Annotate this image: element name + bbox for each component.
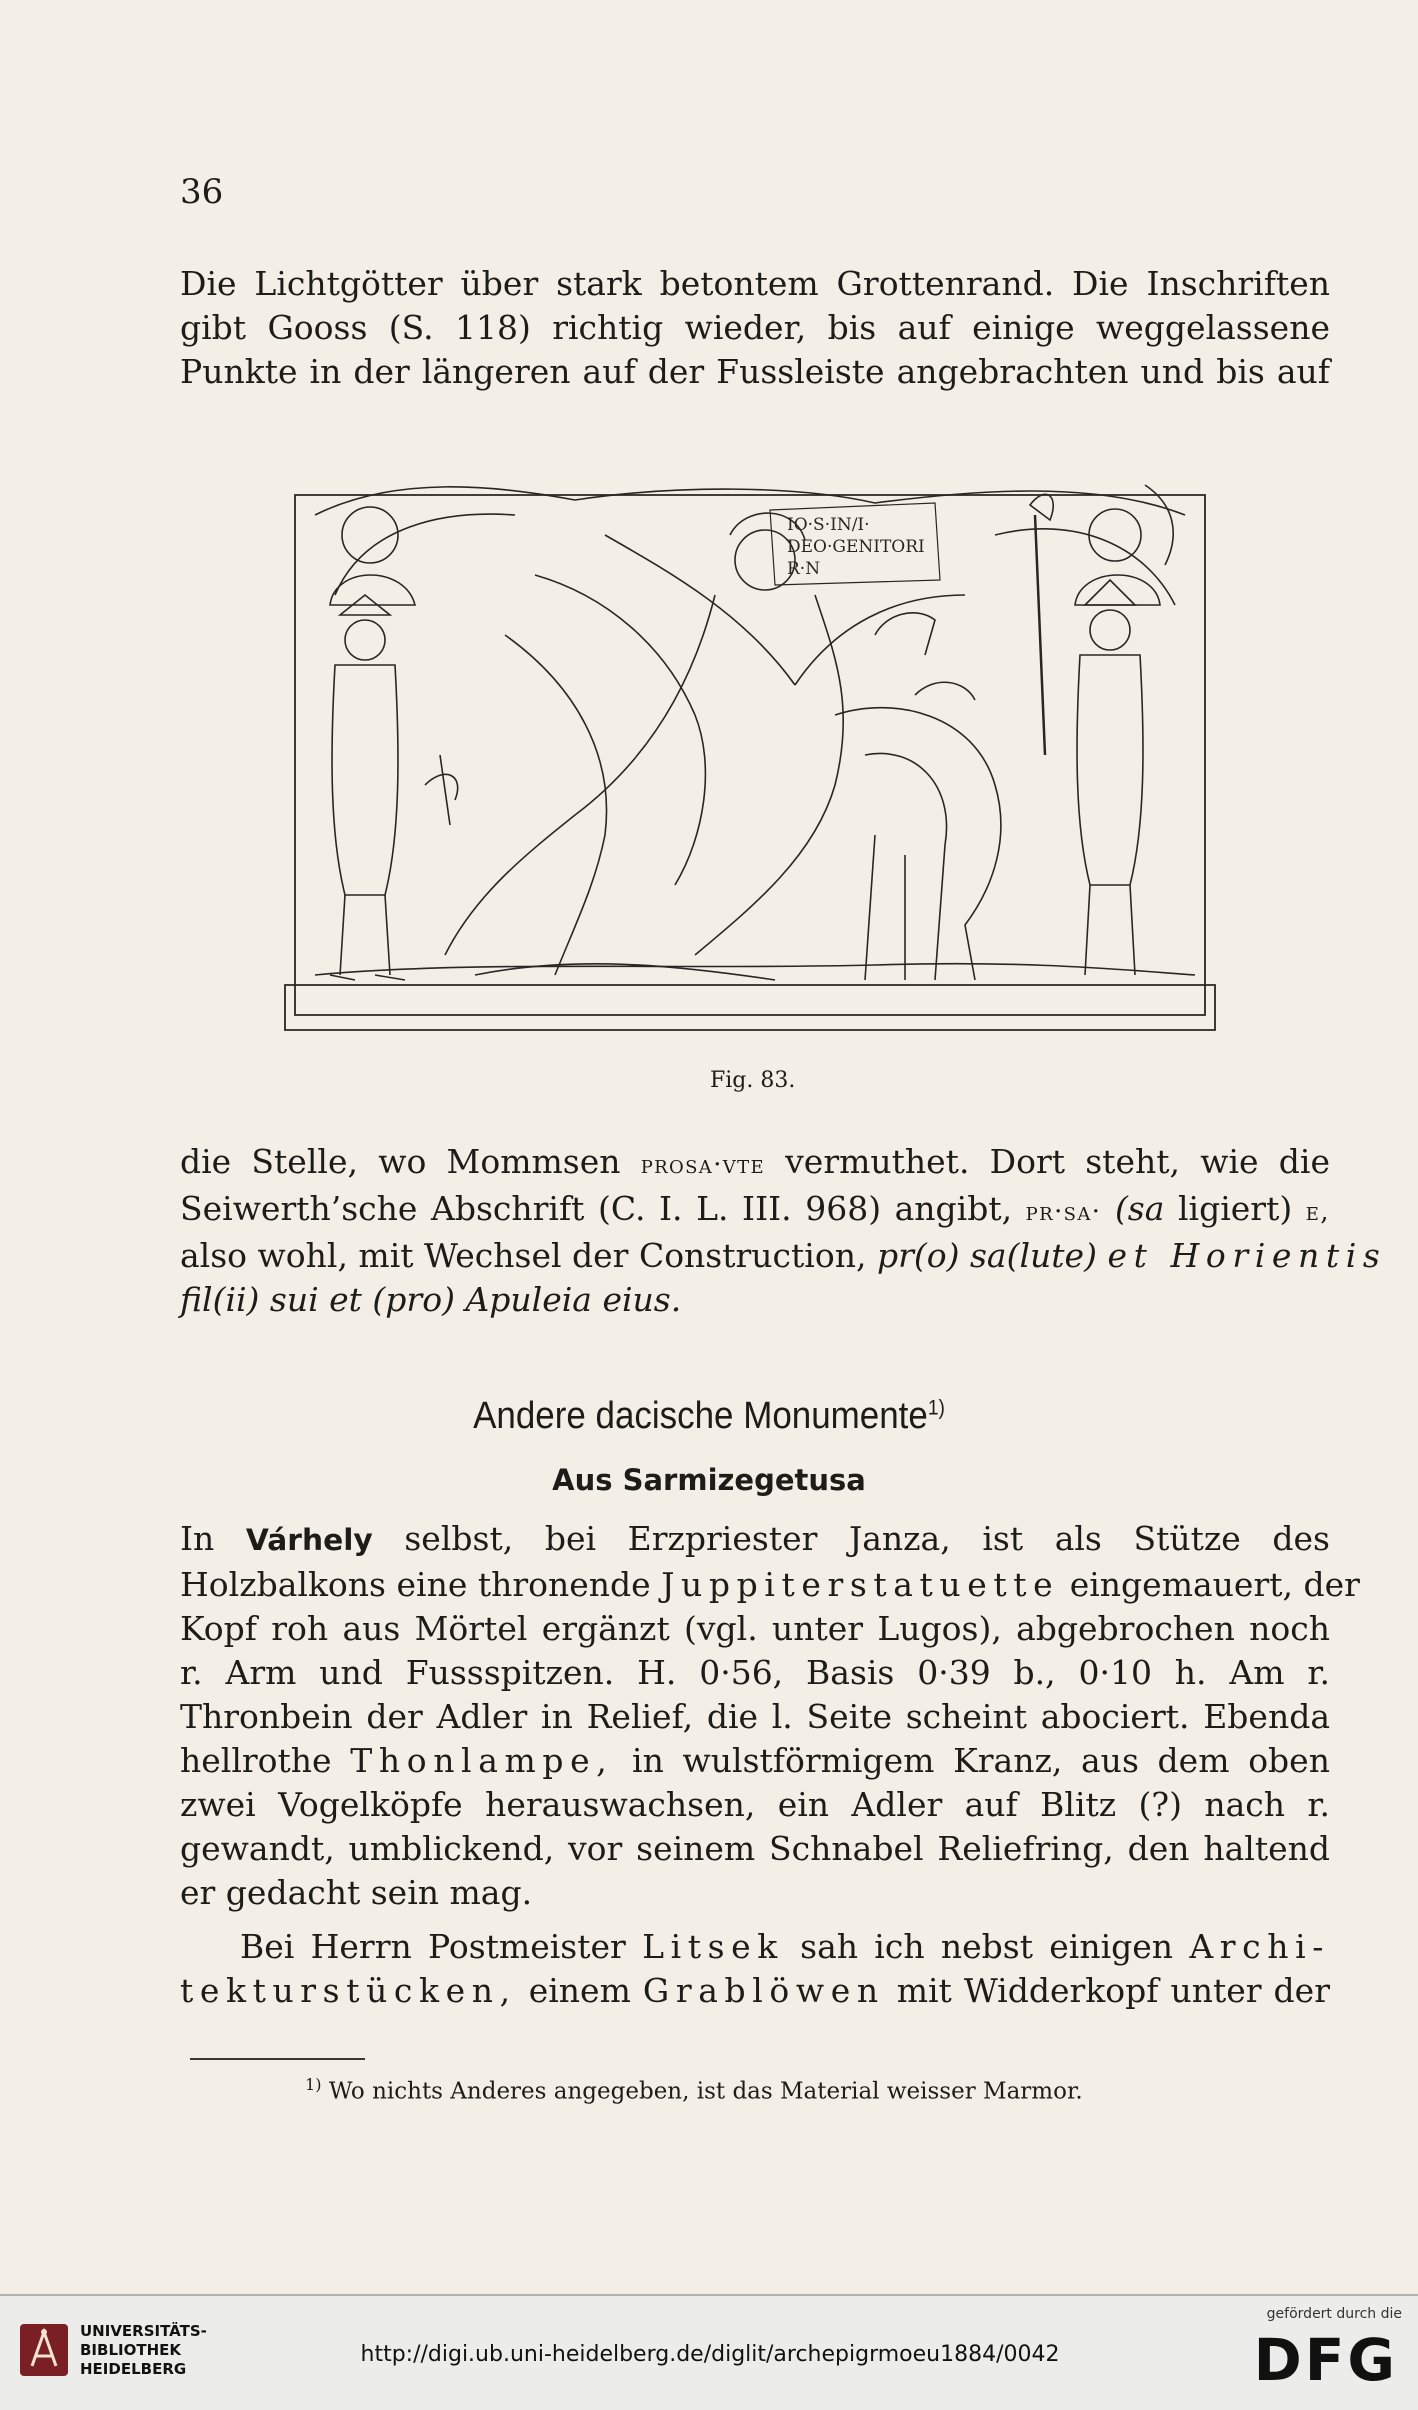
footnote-mark: 1) <box>305 2075 322 2094</box>
text-segment: Bei Herrn Postmeister <box>240 1927 626 1966</box>
spaced-text: tekturstücken, <box>180 1971 517 2010</box>
figure-caption: Fig. 83. <box>710 1068 796 1093</box>
funding-label: gefördert durch die <box>1266 2306 1402 2322</box>
text-line: Kopf roh aus Mörtel ergänzt (vgl. unter Lugos), abgebrochen noch <box>180 1609 1330 1648</box>
text-line: gibt Gooss (S. 118) richtig wieder, bis auf einige weggelassene <box>180 308 1330 347</box>
text-line: gewandt, umblickend, vor seinem Schnabel Reliefring, den haltend <box>180 1829 1330 1868</box>
section-subtitle: Aus Sarmizegetusa <box>552 1463 866 1497</box>
inscription-line: IO·S·IN/I· <box>787 515 870 535</box>
text-segment: In <box>180 1519 215 1558</box>
italic-text: et Horientis <box>1107 1236 1387 1275</box>
small-caps-text: prosa·vte <box>640 1149 765 1180</box>
text-line: zwei Vogelköpfe herauswachsen, ein Adler auf Blitz (?) nach r. <box>180 1785 1330 1824</box>
library-name-line: UNIVERSITÄTS- <box>80 2322 207 2340</box>
text-segment: (sa <box>1114 1189 1165 1228</box>
text-segment: die Stelle, wo Mommsen <box>180 1142 621 1181</box>
page-number: 36 <box>180 172 224 212</box>
spaced-text: Juppiterstatuette <box>661 1565 1060 1604</box>
text-segment: ligiert) <box>1177 1189 1293 1228</box>
text-segment: in wulstförmigem Kranz, aus dem oben <box>632 1741 1330 1780</box>
inscription-line: R·N <box>787 559 821 579</box>
footnote-text: Wo nichts Anderes angegeben, ist das Material weisser Marmor. <box>328 2078 1083 2105</box>
text-line <box>180 1969 1330 2013</box>
text-line <box>180 1739 1330 1783</box>
text-line <box>180 1140 1330 1187</box>
text-line: er gedacht sein mag. <box>180 1873 533 1912</box>
text-line <box>180 1563 1360 1607</box>
paragraph-inscription <box>180 1140 1387 1322</box>
italic-text: fil(ii) sui et (pro) Apuleia eius. <box>180 1280 682 1319</box>
text-line: r. Arm und Fussspitzen. H. 0·56, Basis 0·39 b., 0·10 h. Am r. <box>180 1653 1330 1692</box>
dfg-logo: DFG <box>1253 2326 1398 2394</box>
text-segment: einem <box>528 1971 631 2010</box>
spaced-text: Grablöwen <box>642 1971 885 2010</box>
paragraph-litsek <box>180 1925 1330 2013</box>
text-segment: also wohl, mit Wechsel der Construction, <box>180 1236 867 1275</box>
text-segment: hellrothe <box>180 1741 332 1780</box>
relief-figure <box>275 455 1225 1035</box>
small-caps-text: pr·sa· <box>1025 1196 1102 1227</box>
text-line: Thronbein der Adler in Relief, die l. Seite scheint abociert. Ebenda <box>180 1697 1330 1736</box>
text-segment: vermuthet. Dort steht, wie die <box>785 1142 1330 1181</box>
footer-bar <box>0 2294 1418 2410</box>
text-segment: Holzbalkons eine thronende <box>180 1565 651 1604</box>
university-library-name <box>80 2322 207 2379</box>
library-name-line: BIBLIOTHEK <box>80 2341 181 2359</box>
text-segment: Seiwerth’sche Abschrift (C. I. L. III. 968) angibt, <box>180 1189 1013 1228</box>
italic-text: pr(o) <box>876 1236 960 1275</box>
paragraph-intro <box>180 262 1330 394</box>
section-title-text: Andere dacische Monumente <box>473 1395 928 1437</box>
spaced-text: Archi- <box>1189 1927 1330 1966</box>
text-line <box>180 1278 1330 1322</box>
university-seal-icon <box>18 2322 70 2378</box>
text-line: Die Lichtgötter über stark betontem Grottenrand. Die Inschriften <box>180 264 1330 303</box>
section-title <box>57 1395 1362 1438</box>
spaced-text: Litsek <box>642 1927 784 1966</box>
paragraph-varhely <box>180 1517 1360 1915</box>
place-name: Várhely <box>245 1523 373 1558</box>
text-line <box>180 1517 1330 1563</box>
text-segment: sah ich nebst einigen <box>800 1927 1174 1966</box>
italic-text: sa(lute) <box>969 1236 1097 1275</box>
text-segment: mit Widderkopf unter der <box>896 1971 1330 2010</box>
inscription-line: DEO·GENITORI <box>787 537 925 557</box>
text-line <box>180 1234 1387 1278</box>
source-url-link[interactable]: http://digi.ub.uni-heidelberg.de/diglit/archepigrmoeu1884/0042 <box>360 2342 1060 2367</box>
inscription-text <box>787 515 925 579</box>
small-caps-text: e, <box>1305 1196 1330 1227</box>
text-line: Punkte in der längeren auf der Fussleiste angebrachten und bis auf <box>180 352 1330 391</box>
text-segment: eingemauert, der <box>1069 1565 1360 1604</box>
footnote-reference: 1) <box>927 1396 945 1420</box>
footnote-divider <box>190 2058 365 2060</box>
library-name-line: HEIDELBERG <box>80 2360 187 2378</box>
text-line <box>180 1187 1330 1234</box>
text-line <box>180 1925 1330 1969</box>
spaced-text: Thonlampe, <box>350 1741 614 1780</box>
text-segment: selbst, bei Erzpriester Janza, ist als Stütze des <box>404 1519 1330 1558</box>
footnote <box>305 2075 1083 2105</box>
